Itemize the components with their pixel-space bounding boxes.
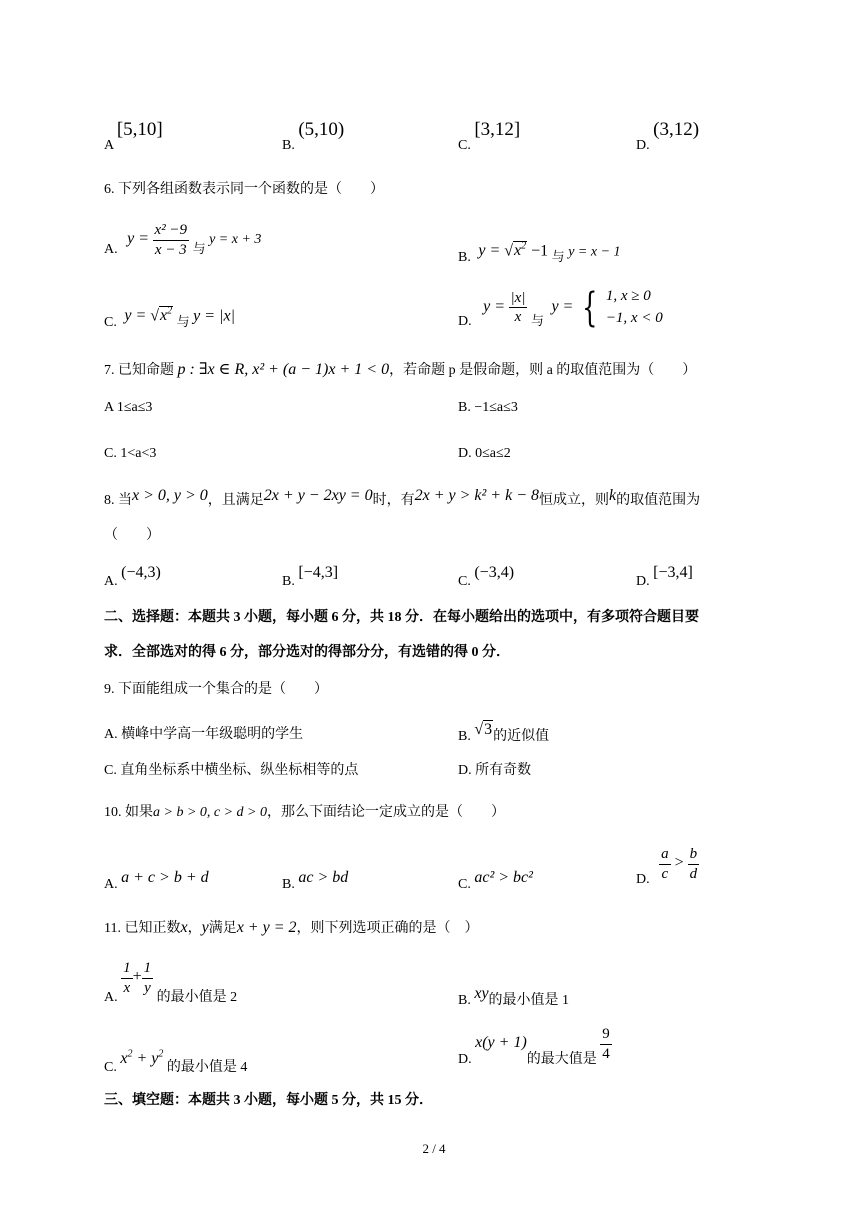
q10-stem-start: 10. 如果 bbox=[104, 805, 153, 820]
q6-d-denominator: x bbox=[514, 309, 522, 326]
q11-stem-end: ，则下列选项正确的是（ ） bbox=[296, 921, 479, 936]
q6-c-letter: C. bbox=[104, 315, 117, 331]
q8-option-a bbox=[104, 564, 161, 589]
q5-c-expr: [3,12] bbox=[474, 119, 521, 140]
q9-option-d: D. 所有奇数 bbox=[458, 763, 532, 778]
q5-option-c bbox=[458, 119, 521, 153]
q6-d-y: y = bbox=[551, 297, 574, 315]
q11-d-rest: 的最大值是 bbox=[526, 1052, 597, 1068]
q11-d-letter: D. bbox=[458, 1052, 472, 1068]
q11-stem bbox=[104, 920, 479, 936]
q8-k: k bbox=[608, 487, 617, 504]
q6-d-numerator: |x| bbox=[509, 290, 528, 309]
q11-comma: ， bbox=[187, 921, 202, 936]
section2-line2: 求．全部选对的得 6 分，部分选对的得部分分，有选错的得 0 分． bbox=[104, 645, 510, 660]
q10-stem-end: ，那么下面结论一定成立的是（ ） bbox=[267, 805, 506, 820]
q9-b-sqrt: √3 bbox=[474, 721, 493, 738]
q8-a-expr: (−4,3) bbox=[121, 564, 161, 581]
q5-option-b bbox=[282, 119, 345, 153]
q9-stem: 9. 下面能组成一个集合的是（ ） bbox=[104, 682, 328, 697]
q11-cond: x + y = 2 bbox=[236, 919, 297, 936]
q10-b-letter: B. bbox=[282, 877, 295, 892]
q5-d-expr: (3,12) bbox=[653, 119, 700, 140]
q6-c-lhs: y = bbox=[124, 307, 151, 325]
q7-option-a: A 1≤a≤3 bbox=[104, 400, 153, 415]
q8-d-expr: [−3,4] bbox=[653, 564, 693, 581]
q10-option-b bbox=[282, 869, 349, 892]
q11-option-a: A. $\frac{1}{x}$ + $\frac{1}{y}$ 的最小值是 2 bbox=[104, 960, 238, 1006]
q6-a-lhs: y = bbox=[127, 230, 150, 248]
q5-option-d bbox=[636, 119, 700, 153]
q6-b-letter: B. bbox=[458, 250, 471, 266]
q6-b-right: y = x − 1 bbox=[568, 244, 621, 260]
q5-b-expr: (5,10) bbox=[298, 119, 345, 140]
q6-a-numerator: x² −9 bbox=[153, 222, 190, 241]
q6-d-case1: 1, x ≥ 0 bbox=[605, 288, 651, 304]
q11-option-c bbox=[104, 1049, 248, 1076]
q10-b-expr: ac > bd bbox=[298, 869, 349, 886]
q10-d-letter: D. bbox=[636, 872, 650, 888]
q7-option-d: D. 0≤a≤2 bbox=[458, 446, 511, 461]
q6-b-lhs: y = bbox=[478, 242, 505, 260]
q9-b-letter: B. bbox=[458, 729, 471, 744]
q6-stem: 6. 下列各组函数表示同一个函数的是（ ） bbox=[104, 182, 384, 197]
q8-stem-end: 的取值范围为 bbox=[616, 493, 701, 508]
q10-cond: a > b > 0, c > d > 0 bbox=[153, 805, 268, 820]
q6-c-right: y = |x| bbox=[193, 307, 235, 325]
q6-b-yu: 与 bbox=[551, 249, 565, 265]
q9-option-a: A. 横峰中学高一年级聪明的学生 bbox=[104, 727, 304, 742]
q11-d-frac: $\frac{9}{4}$ bbox=[602, 1026, 610, 1062]
q11-c-letter: C. bbox=[104, 1060, 117, 1076]
q6-option-a bbox=[104, 222, 261, 258]
q6-option-c bbox=[104, 306, 235, 331]
q8-mid3: 恒成立，则 bbox=[538, 493, 609, 508]
q6-b-sqrt: $√x^2$ bbox=[504, 241, 527, 260]
q6-option-b: B. $y = √x^2 -1$ 与 y = x − 1 bbox=[458, 241, 621, 266]
q8-stem-start: 8. 当 bbox=[104, 493, 132, 508]
q11-y: y bbox=[201, 919, 209, 936]
q11-a-letter: A. bbox=[104, 990, 118, 1006]
q6-d-lhs: y = bbox=[483, 297, 506, 315]
q7-stem bbox=[104, 362, 696, 378]
q11-a-frac2: $\frac{1}{y}$ bbox=[143, 960, 152, 996]
q5-c-letter: C. bbox=[458, 138, 471, 153]
q8-option-b bbox=[282, 564, 339, 589]
q8-b-letter: B. bbox=[282, 574, 295, 589]
q10-a-letter: A. bbox=[104, 877, 118, 892]
q10-d-frac-left: $\frac{a}{c}$ bbox=[661, 846, 669, 882]
q6-d-letter: D. bbox=[458, 313, 472, 329]
q8-cond2: 2x + y − 2xy = 0 bbox=[263, 487, 373, 504]
q6-d-cases: { 1, x ≥ 0 −1, x < 0 bbox=[581, 284, 663, 331]
q10-d-frac-right: $\frac{b}{d}$ bbox=[689, 846, 698, 882]
q8-d-letter: D. bbox=[636, 574, 650, 589]
q9-option-c: C. 直角坐标系中横坐标、纵坐标相等的点 bbox=[104, 763, 359, 778]
q8-option-d bbox=[636, 564, 693, 589]
q11-option-d bbox=[458, 1026, 612, 1068]
q5-d-letter: D. bbox=[636, 138, 650, 153]
q8-stem bbox=[104, 487, 701, 508]
q6-option-d bbox=[458, 286, 663, 330]
q11-x: x bbox=[180, 919, 188, 936]
q6-c-yu: 与 bbox=[176, 314, 190, 330]
q6-c-sqrt: $√x^2$ bbox=[150, 306, 173, 325]
q8-b-expr: [−4,3] bbox=[298, 564, 339, 581]
q10-a-expr: a + c > b + d bbox=[121, 869, 209, 886]
q8-option-c bbox=[458, 564, 515, 589]
q6-a-fraction bbox=[153, 222, 190, 258]
q10-stem bbox=[104, 806, 505, 820]
q8-mid2: 时，有 bbox=[372, 493, 415, 508]
q11-b-expr: xy bbox=[474, 985, 489, 1002]
page-number: 2 / 4 bbox=[422, 1141, 446, 1156]
q8-cond3: 2x + y > k² + k − 8 bbox=[414, 487, 539, 504]
q11-c-rest: 的最小值是 4 bbox=[166, 1060, 248, 1076]
section2-line1: 二、选择题：本题共 3 小题，每小题 6 分，共 18 分．在每小题给出的选项中，有多项符合题目要 bbox=[104, 610, 699, 625]
q10-option-a bbox=[104, 869, 209, 892]
q11-c-expr: $x^2 + y^2$ bbox=[120, 1049, 164, 1068]
q11-a-rest: 的最小值是 2 bbox=[156, 990, 238, 1006]
q6-a-right: y = x + 3 bbox=[209, 232, 262, 248]
q8-cond1: x > 0, y > 0 bbox=[132, 487, 208, 504]
q7-stem-end: ，若命题 p 是假命题，则 a 的取值范围为（ ） bbox=[389, 363, 697, 378]
q9-b-rest: 的近似值 bbox=[493, 729, 550, 744]
q11-a-frac1: $\frac{1}{x}$ bbox=[123, 960, 131, 996]
q11-b-letter: B. bbox=[458, 993, 471, 1008]
q8-paren: （ ） bbox=[104, 528, 160, 543]
q8-c-letter: C. bbox=[458, 574, 471, 589]
q11-b-rest: 的最小值是 1 bbox=[488, 993, 570, 1008]
q10-c-expr: ac² > bc² bbox=[474, 869, 533, 886]
q6-d-yu: 与 bbox=[530, 312, 544, 328]
q5-a-letter: A bbox=[104, 138, 114, 153]
q7-formula: p : ∃x ∈ R, x² + (a − 1)x + 1 < 0 bbox=[177, 361, 390, 378]
q9-option-b bbox=[458, 721, 550, 744]
q8-c-expr: (−3,4) bbox=[474, 564, 515, 581]
q5-option-a bbox=[104, 119, 163, 153]
q11-mid: 满足 bbox=[208, 921, 237, 936]
q11-d-expr: x(y + 1) bbox=[475, 1034, 527, 1052]
q6-a-letter: A. bbox=[104, 242, 118, 258]
q11-option-b bbox=[458, 985, 570, 1008]
q10-option-c bbox=[458, 869, 533, 892]
q5-a-expr: [5,10] bbox=[116, 119, 163, 140]
q10-option-d: D. $\frac{a}{c}$ > $\frac{b}{d}$ bbox=[636, 846, 698, 888]
q7-stem-start: 7. 已知命题 bbox=[104, 363, 174, 378]
section3-heading: 三、填空题：本题共 3 小题，每小题 5 分，共 15 分． bbox=[104, 1093, 433, 1108]
q6-a-yu: 与 bbox=[192, 241, 206, 257]
q7-option-b: B. −1≤a≤3 bbox=[458, 400, 518, 415]
q8-a-letter: A. bbox=[104, 574, 118, 589]
q6-d-case2: −1, x < 0 bbox=[605, 309, 663, 326]
q5-b-letter: B. bbox=[282, 138, 295, 153]
q7-option-c: C. 1<a<3 bbox=[104, 446, 157, 461]
q6-d-fraction bbox=[509, 290, 528, 326]
q6-a-denominator: x − 3 bbox=[154, 241, 187, 258]
q8-mid1: ，且满足 bbox=[207, 493, 264, 508]
q11-stem-start: 11. 已知正数 bbox=[104, 921, 181, 936]
q10-c-letter: C. bbox=[458, 877, 471, 892]
